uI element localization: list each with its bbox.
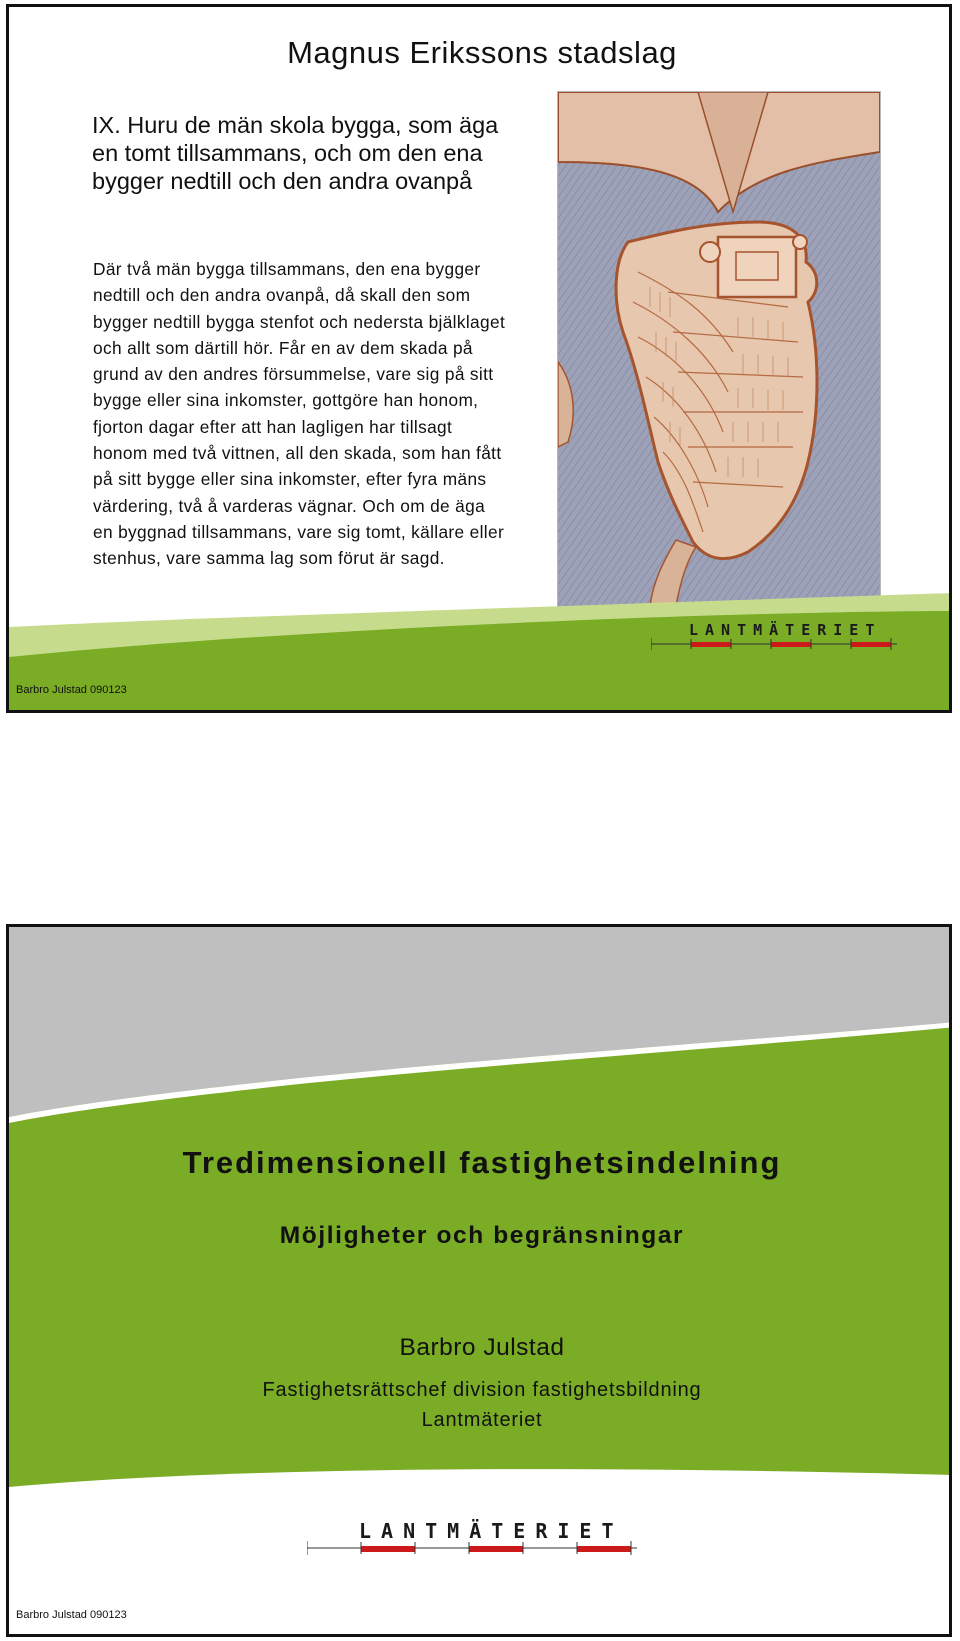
logo-wordmark: LANTMÄTERIET (359, 1519, 624, 1543)
section-heading: IX. Huru de män skola bygga, som äga en tomt tillsammans, och om den ena bygger nedtill och den andra ovanpå (92, 112, 499, 194)
presenter-name: Barbro Julstad (399, 1334, 565, 1361)
logo-scale-bar (307, 1541, 637, 1555)
presentation-title: Tredimensionell fastighetsindelning (182, 1145, 782, 1180)
footer-credit: Barbro Julstad 090123 (16, 684, 127, 696)
slide-title: Magnus Erikssons stadslag (287, 35, 677, 70)
slide-1 (6, 4, 952, 713)
slide-2 (6, 924, 952, 1637)
footer-credit: Barbro Julstad 090123 (16, 1609, 127, 1621)
presenter-role: Fastighetsrättschef division fastighetsbildning (262, 1379, 702, 1401)
lantmateriet-logo (651, 621, 897, 651)
logo-wordmark: LANTMÄTERIET (689, 621, 882, 639)
logo-scale-bar (651, 638, 897, 650)
law-text: Där två män bygga tillsammans, den ena bygger nedtill och den andra ovanpå, då skall den som bygger nedtill bygga stenfot och nedersta bjälklaget och allt som därtill hör. Får en av dem skada på grund av den andres försummelse, vare sig på sitt bygge eller sina inkomster, gottgöre han honom, fjorton dagar efter att han lagligen har tillsagt honom med två vittnen, all den skada, som han fått på sitt bygge eller sina inkomster, efter fyra mäns värdering, två å varderas vägnar. Och om de äga en byggnad tillsammans, vare sig tomt, källare eller stenhus, vare samma lag som förut är sagd. (93, 259, 506, 569)
presentation-subtitle: Möjligheter och begränsningar (279, 1222, 685, 1249)
presenter-organization: Lantmäteriet (421, 1409, 543, 1431)
lantmateriet-logo (307, 1519, 637, 1555)
